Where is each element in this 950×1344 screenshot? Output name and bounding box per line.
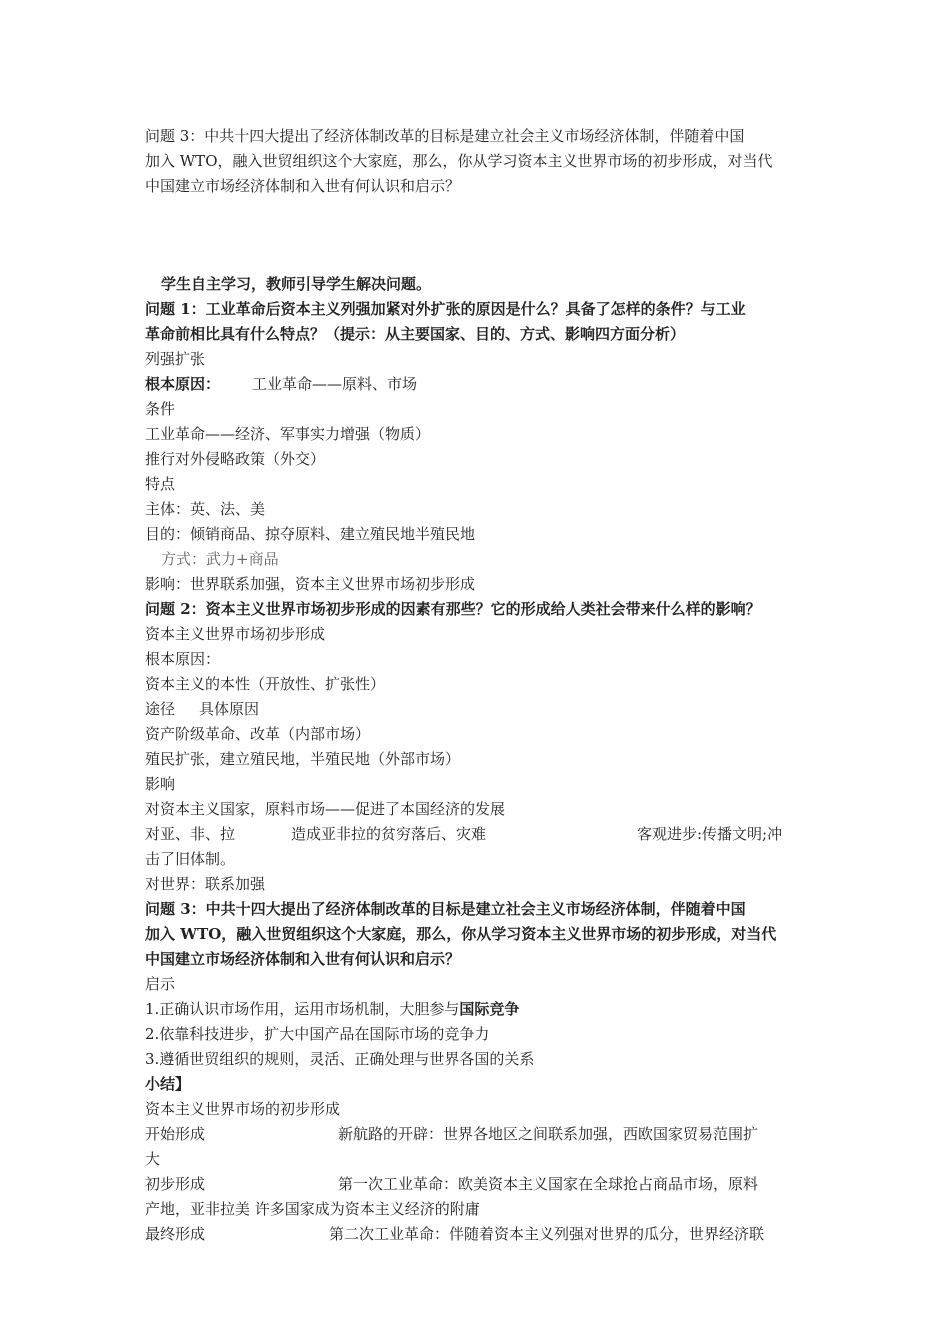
q2-capitalist-nature: 资本主义的本性（开放性、扩张性）	[145, 675, 386, 693]
summary-row-1-label: 开始形成	[145, 1125, 206, 1143]
q2-aal-label: 对亚、非、拉	[145, 825, 236, 843]
root-cause-value: 工业革命——原料、市场	[252, 375, 418, 393]
inspiration-point-3: 3.遵循世贸组织的规则，灵活、正确处理与世界各国的关系	[145, 1050, 535, 1068]
q2-aal-mid: 造成亚非拉的贫穷落后、灾难	[291, 825, 487, 843]
inspiration-point-1-bold: 国际竞争	[459, 1000, 520, 1018]
summary-row-1-continuation: 大	[145, 1150, 161, 1168]
feature-method: 方式：武力+商品	[161, 550, 279, 568]
q2-aal-right: 客观进步:传播文明;冲	[637, 825, 783, 843]
spacer	[145, 199, 810, 272]
summary-row-3-text: 第二次工业革命：伴随着资本主义列强对世界的瓜分，世界经济联	[329, 1225, 765, 1243]
q2-influence-label: 影响	[145, 775, 176, 793]
q2-world: 对世界：联系加强	[145, 875, 266, 893]
feature-subject: 主体：英、法、美	[145, 500, 266, 518]
q2-colonial: 殖民扩张，建立殖民地，半殖民地（外部市场）	[145, 750, 461, 768]
q2-revolution: 资产阶级革命、改革（内部市场）	[145, 725, 371, 743]
question-3-line-1: 问题 3：中共十四大提出了经济体制改革的目标是建立社会主义市场经济体制，伴随着中国	[145, 900, 746, 918]
summary-row-2-label: 初步形成	[145, 1175, 206, 1193]
summary-row-3-label: 最终形成	[145, 1225, 206, 1243]
document-page	[145, 124, 810, 1247]
inspiration-point-1-text: 1.正确认识市场作用，运用市场机制，大胆参与	[145, 1000, 460, 1018]
summary-row-2-text: 第一次工业革命：欧美资本主义国家在全球抢占商品市场，原料	[338, 1175, 759, 1193]
question-2-line-1: 问题 2：资本主义世界市场初步形成的因素有那些？它的形成给人类社会带来什么样的影响？	[145, 600, 761, 618]
summary-row-1	[145, 1122, 810, 1147]
q2-path-row	[145, 697, 810, 722]
question-3-line-2: 加入 WTO，融入世贸组织这个大家庭，那么，你从学习资本主义世界市场的初步形成，对当代	[145, 925, 777, 943]
root-cause-row	[145, 372, 810, 397]
q2-aal-continuation: 击了旧体制。	[145, 850, 236, 868]
question-1-line-2: 革命前相比具有什么特点？（提示：从主要国家、目的、方式、影响四方面分析）	[145, 325, 686, 343]
summary-row-2	[145, 1172, 810, 1197]
inspiration-point-1	[145, 997, 810, 1022]
feature-purpose: 目的：倾销商品、掠夺原料、建立殖民地半殖民地	[145, 525, 476, 543]
condition-1: 工业革命——经济、军事实力增强（物质）	[145, 425, 431, 443]
q2-aal-row	[145, 822, 810, 847]
summary-title: 资本主义世界市场的初步形成	[145, 1100, 341, 1118]
inspiration-point-2: 2.依靠科技进步，扩大中国产品在国际市场的竞争力	[145, 1025, 490, 1043]
condition-2: 推行对外侵略政策（外交）	[145, 450, 326, 468]
root-cause-label: 根本原因：	[145, 375, 221, 393]
q2-title: 资本主义世界市场初步形成	[145, 625, 326, 643]
q2-root-cause: 根本原因：	[145, 650, 221, 668]
summary-heading: 小结】	[145, 1075, 191, 1093]
summary-row-2-continuation: 产地，亚非拉美 许多国家成为资本主义经济的附庸	[145, 1200, 480, 1218]
inspiration-label: 启示	[145, 975, 176, 993]
expansion-label: 列强扩张	[145, 350, 206, 368]
q2-specific-label: 具体原因	[199, 700, 260, 718]
intro-question-3-line-2: 加入 WTO，融入世贸组织这个大家庭，那么，你从学习资本主义世界市场的初步形成，对当代	[145, 152, 773, 170]
section-heading: 学生自主学习，教师引导学生解决问题。	[161, 275, 432, 293]
q2-capitalist-influence: 对资本主义国家，原料市场——促进了本国经济的发展	[145, 800, 506, 818]
summary-row-1-text: 新航路的开辟：世界各地区之间联系加强，西欧国家贸易范围扩	[338, 1125, 759, 1143]
feature-impact: 影响：世界联系加强，资本主义世界市场初步形成	[145, 575, 476, 593]
features-label: 特点	[145, 475, 176, 493]
conditions-label: 条件	[145, 400, 176, 418]
question-1-line-1: 问题 1：工业革命后资本主义列强加紧对外扩张的原因是什么？具备了怎样的条件？与工业	[145, 300, 746, 318]
summary-row-3	[145, 1222, 810, 1247]
q2-path-label: 途径	[145, 700, 176, 718]
intro-question-3-line-3: 中国建立市场经济体制和入世有何认识和启示？	[145, 177, 461, 195]
question-3-line-3: 中国建立市场经济体制和入世有何认识和启示？	[145, 950, 461, 968]
intro-question-3-line-1: 问题 3：中共十四大提出了经济体制改革的目标是建立社会主义市场经济体制，伴随着中国	[145, 127, 745, 145]
